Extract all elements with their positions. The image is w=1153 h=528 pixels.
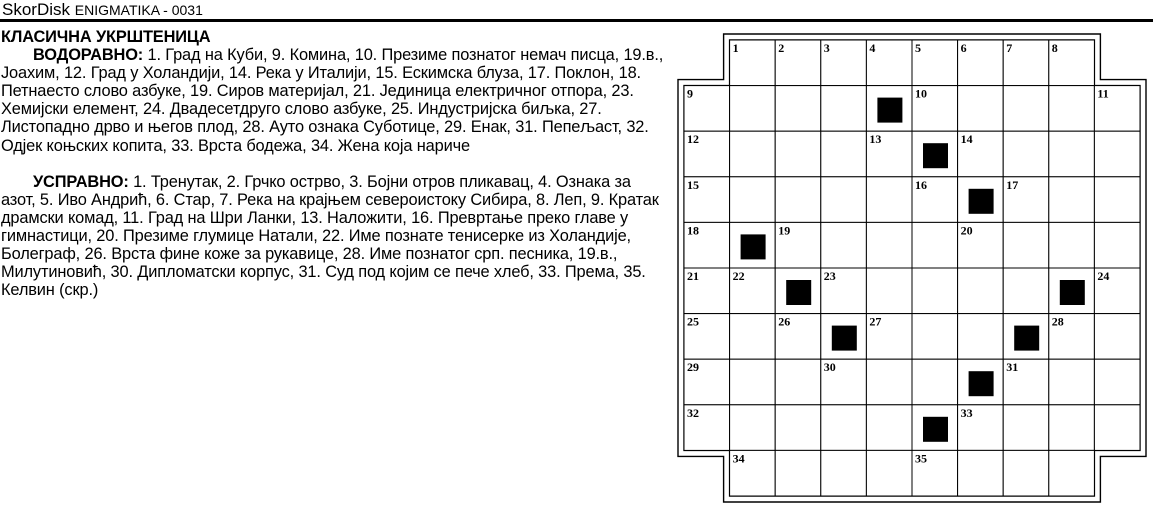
- clue-number: 28: [1051, 314, 1064, 329]
- grid-cell[interactable]: [1094, 359, 1140, 405]
- clue-number: 17: [1006, 177, 1019, 192]
- grid-cell[interactable]: [1094, 131, 1140, 177]
- clue-number: 5: [915, 41, 921, 55]
- clue-number: 34: [732, 451, 745, 466]
- grid-cell[interactable]: [1049, 405, 1095, 451]
- black-block: [923, 417, 948, 442]
- clue-number: 11: [1097, 86, 1109, 101]
- black-block: [877, 98, 902, 123]
- across-clue-text: 1. Град на Куби, 9. Комина, 10. Презиме познатог немач писца, 19.в., Јоахим, 12. Град у Холандији, 14. Река у Италији, 15. Ескимска блуза, 17. Поклон, 18. Петнаесто слово азбуке, 19. Сиров материјал, 21. Јединица електричног отпора, 23. Хемијски елемент, 24. Двадесетдруго слово азбуке, 25. Индустријска биљка, 27. Листопадно дрво и његов плод, 28. Ауто ознака Суботице, 29. Енак, 31. Пепељаст, 32. Одјек коњских копита, 33. Врста бодежа, 34. Жена која нариче: [1, 46, 664, 155]
- grid-cell[interactable]: [1003, 405, 1049, 451]
- grid-cell[interactable]: [1049, 450, 1095, 496]
- clue-number: 25: [687, 314, 699, 329]
- clue-number: 6: [960, 41, 967, 55]
- clue-number: 31: [1006, 360, 1019, 375]
- clue-number: 29: [687, 360, 699, 375]
- black-block: [1060, 280, 1085, 305]
- clue-number: 32: [687, 405, 699, 420]
- grid-cell[interactable]: [866, 268, 912, 314]
- grid-cell[interactable]: [958, 314, 1004, 360]
- grid-cell[interactable]: [1049, 177, 1095, 223]
- grid-cell[interactable]: [821, 177, 867, 223]
- grid-cell[interactable]: [775, 86, 821, 132]
- clue-number: 16: [915, 177, 927, 192]
- grid-cell[interactable]: [912, 359, 958, 405]
- grid-cell[interactable]: [912, 268, 958, 314]
- clue-number: 22: [732, 269, 745, 283]
- black-block: [832, 326, 857, 351]
- clue-number: 19: [778, 223, 791, 238]
- grid-cell[interactable]: [730, 86, 776, 132]
- grid-cell[interactable]: [775, 177, 821, 223]
- grid-cell[interactable]: [821, 450, 867, 496]
- grid-cell[interactable]: [775, 450, 821, 496]
- grid-cell[interactable]: [1003, 86, 1049, 132]
- clue-number: 4: [869, 41, 876, 55]
- grid-cell[interactable]: [866, 222, 912, 268]
- black-block: [786, 280, 811, 305]
- clue-number: 12: [687, 132, 699, 147]
- across-heading: ВОДОРАВНО:: [33, 46, 144, 65]
- clue-number: 35: [915, 451, 927, 466]
- black-block: [923, 143, 948, 168]
- clue-number: 2: [778, 41, 785, 55]
- grid-cell[interactable]: [1094, 405, 1140, 451]
- grid-cell[interactable]: [1094, 314, 1140, 360]
- grid-cell[interactable]: [912, 222, 958, 268]
- grid-cell[interactable]: [958, 86, 1004, 132]
- clue-number: 14: [960, 132, 973, 147]
- clue-number: 15: [687, 177, 699, 192]
- grid-cell[interactable]: [1049, 359, 1095, 405]
- clue-number: 13: [869, 132, 882, 147]
- clue-number: 3: [823, 41, 830, 55]
- grid-cell[interactable]: [775, 359, 821, 405]
- grid-cell[interactable]: [912, 314, 958, 360]
- grid-cell[interactable]: [775, 405, 821, 451]
- grid-cell[interactable]: [1003, 268, 1049, 314]
- grid-cell[interactable]: [730, 177, 776, 223]
- clue-number: 9: [687, 86, 693, 101]
- clue-number: 1: [732, 41, 739, 55]
- clue-number: 20: [960, 223, 973, 238]
- black-block: [969, 189, 994, 214]
- grid-cell[interactable]: [730, 314, 776, 360]
- grid-cell[interactable]: [866, 450, 912, 496]
- grid-cell[interactable]: [958, 450, 1004, 496]
- grid-cell[interactable]: [730, 405, 776, 451]
- grid-cell[interactable]: [821, 222, 867, 268]
- clue-number: 33: [960, 405, 973, 420]
- clue-number: 8: [1051, 41, 1058, 55]
- grid-cell[interactable]: [1094, 177, 1140, 223]
- clue-number: 23: [823, 269, 836, 283]
- grid-cell[interactable]: [821, 131, 867, 177]
- black-block: [1014, 326, 1039, 351]
- grid-cell[interactable]: [1049, 86, 1095, 132]
- puzzle-title: КЛАСИЧНА УКРШТЕНИЦА: [1, 28, 211, 46]
- black-block: [741, 234, 766, 259]
- down-heading: УСПРАВНО:: [33, 172, 129, 191]
- clue-number: 30: [823, 360, 836, 375]
- clue-number: 26: [778, 314, 791, 329]
- clue-number: 27: [869, 314, 882, 329]
- grid-cells: [684, 40, 1140, 496]
- grid-cell[interactable]: [730, 359, 776, 405]
- clue-number: 21: [687, 269, 699, 283]
- clue-number: 10: [915, 86, 927, 101]
- clue-number: 18: [687, 223, 699, 238]
- grid-cell[interactable]: [775, 131, 821, 177]
- grid-cell[interactable]: [866, 359, 912, 405]
- grid-cell[interactable]: [866, 177, 912, 223]
- down-clue-text: 1. Тренутак, 2. Грчко острво, 3. Бојни отров пликавац, 4. Ознака за азот, 5. Иво Андрић, 6. Стар, 7. Река на крајњем североистоку Сибира, 8. Леп, 9. Кратак драмски комад, 11. Град на Шри Ланки, 13. Наложити, 16. Превртање преко главе у гимнастици, 20. Презиме глумице Натали, 22. Име познате тенисерке из Холандије, Болеграф, 26. Врста фине коже за рукавице, 28. Име познатог срп. песника, 19.в., Милутиновић, 30. Дипломатски корпус, 31. Суд под којим се пече хлеб, 33. Према, 35. Келвин (скр.): [1, 172, 659, 300]
- brand-name: SkorDisk: [2, 0, 71, 19]
- grid-cell[interactable]: [1094, 222, 1140, 268]
- grid-cell[interactable]: [1049, 222, 1095, 268]
- grid-cell[interactable]: [866, 405, 912, 451]
- grid-cell[interactable]: [1003, 222, 1049, 268]
- grid-cell[interactable]: [1003, 131, 1049, 177]
- black-block: [969, 371, 994, 396]
- clue-number: 7: [1006, 41, 1013, 55]
- grid-cell[interactable]: [821, 86, 867, 132]
- grid-cell[interactable]: [730, 131, 776, 177]
- grid-cell[interactable]: [821, 405, 867, 451]
- grid-cell[interactable]: [958, 268, 1004, 314]
- clue-number: 24: [1097, 269, 1110, 283]
- grid-cell[interactable]: [1003, 450, 1049, 496]
- issue-label: ENIGMATIKA - 0031: [74, 2, 203, 18]
- grid-cell[interactable]: [1049, 131, 1095, 177]
